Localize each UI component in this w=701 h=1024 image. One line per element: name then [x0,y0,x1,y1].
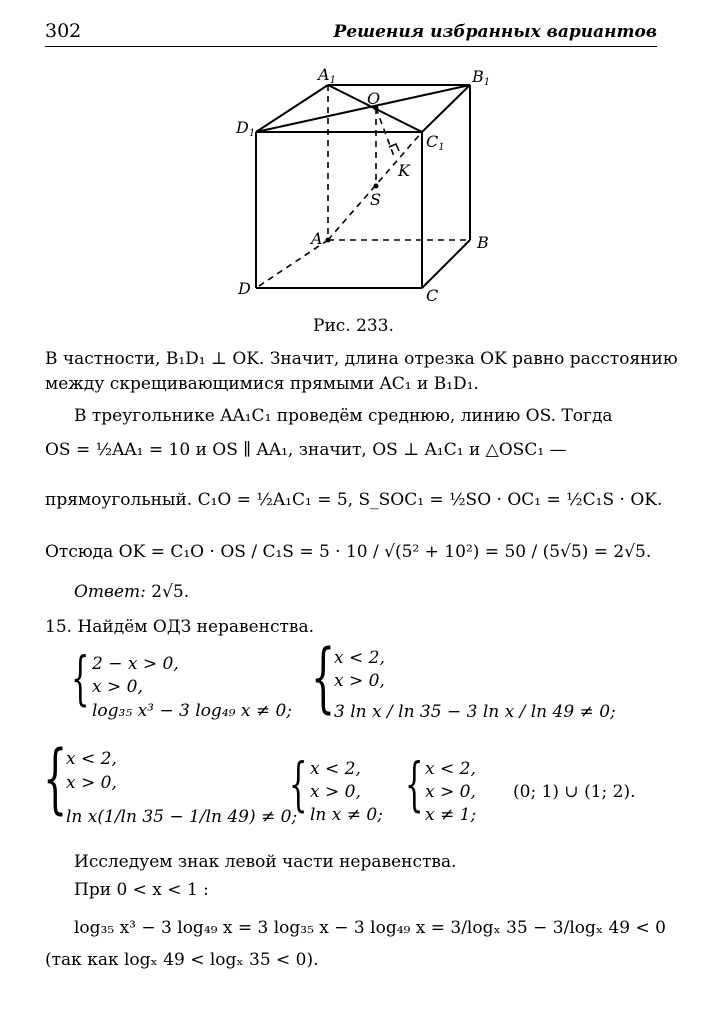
sys1-line-3: log₃₅ x³ − 3 log₄₉ x ≠ 0; [92,701,293,721]
text-sign: Исследуем знак левой части неравенства. [74,852,457,872]
sys4-line-3: ln x ≠ 0; [310,805,383,825]
item-15: 15. Найдём ОДЗ неравенства. [45,617,315,637]
interval-answer: (0; 1) ∪ (1; 2). [513,782,636,802]
sys2-line-2: x > 0, [334,671,385,691]
brace-4: { [289,750,308,818]
text-since: (так как logₓ 49 < logₓ 35 < 0). [45,950,319,970]
text-log: log₃₅ x³ − 3 log₄₉ x = 3 log₃₅ x − 3 log₄₉ x = 3/logₓ 35 − 3/logₓ 49 < 0 [74,918,666,938]
sys3-line-3: ln x(1/ln 35 − 1/ln 49) ≠ 0; [66,807,298,827]
running-title: Решения избранных вариантов [333,22,657,42]
label-O: O [367,89,381,108]
sys5-line-1: x < 2, [425,759,476,779]
sys2-line-1: x < 2, [334,648,385,668]
label-A: A [311,229,323,248]
sys1-line-2: x > 0, [92,677,143,697]
sys4-line-1: x < 2, [310,759,361,779]
label-A1: A1 [318,65,336,86]
sys3-line-1: x < 2, [66,749,117,769]
sys2-line-3: 3 ln x / ln 35 − 3 ln x / ln 49 ≠ 0; [334,702,616,722]
page-number: 302 [45,20,82,42]
label-C: C [426,286,439,305]
text-line-4: OS = ½AA₁ = 10 и OS ∥ AA₁, значит, OS ⊥ A₁C₁ и △OSC₁ — [45,440,567,460]
text-line-6: Отсюда OK = C₁O · OS / C₁S = 5 · 10 / √(5² + 10²) = 50 / (5√5) = 2√5. [45,542,652,562]
label-K: K [398,161,410,180]
sys4-line-2: x > 0, [310,782,361,802]
text-line-1: В частности, B₁D₁ ⊥ OK. Значит, длина отрезка OK равно расстоянию [45,349,678,369]
sys5-line-2: x > 0, [425,782,476,802]
label-S: S [370,190,381,209]
brace-2: { [311,632,336,721]
answer-value: 2√5. [151,582,190,602]
answer [74,580,189,604]
text-when: При 0 < x < 1 : [74,880,209,900]
label-B: B [477,233,489,252]
sys1-line-1: 2 − x > 0, [92,654,179,674]
text-line-5: прямоугольный. C₁O = ½A₁C₁ = 5, S_SOC₁ = ½SO · OC₁ = ½C₁S · OK. [45,490,663,510]
figure-caption: Рис. 233. [313,316,394,336]
brace-5: { [405,750,424,818]
answer-label: Ответ: [74,582,146,602]
text-line-2: между скрещивающимися прямыми AC₁ и B₁D₁. [45,374,479,394]
cube-figure [0,0,701,340]
brace-1: { [71,644,90,712]
sys5-line-3: x ≠ 1; [425,805,477,825]
sys3-line-2: x > 0, [66,773,117,793]
label-C1: C1 [426,132,445,153]
label-D1: D1 [236,118,256,139]
label-D: D [238,279,251,298]
label-B1: B1 [472,67,491,88]
brace-3: { [43,733,68,822]
text-line-3: В треугольнике AA₁C₁ проведём среднюю, линию OS. Тогда [74,406,613,426]
